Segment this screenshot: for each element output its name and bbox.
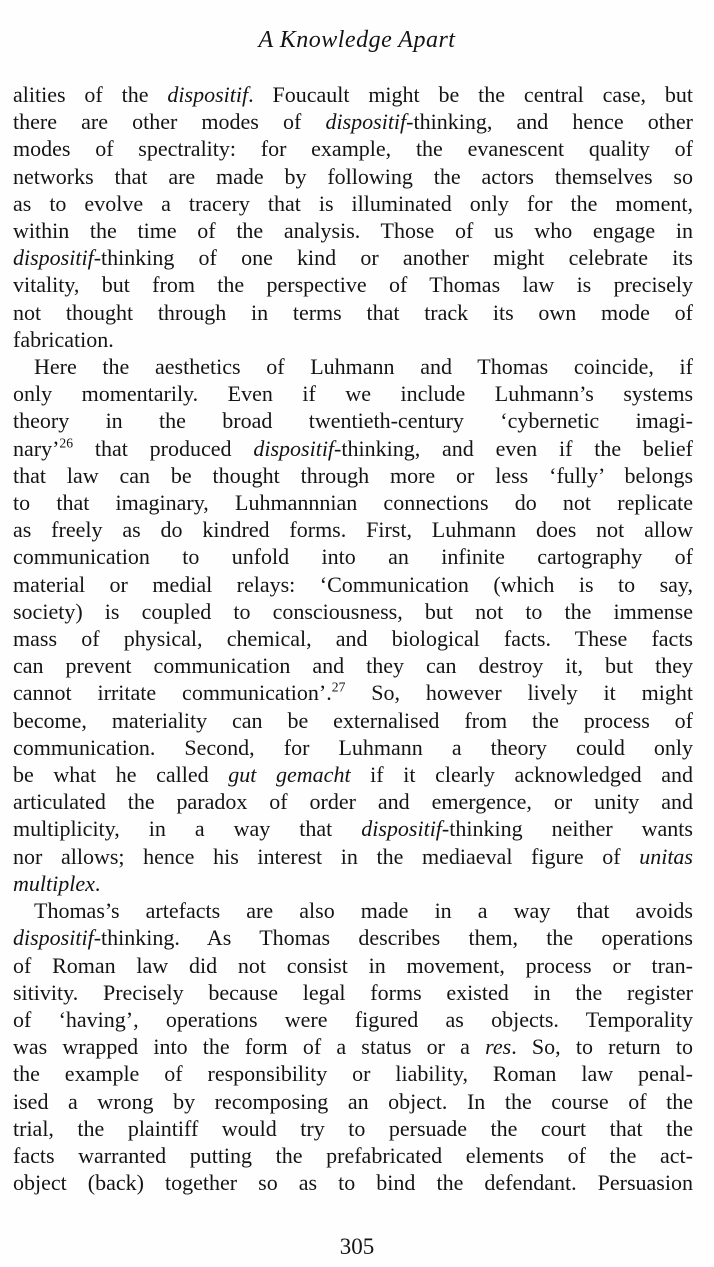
text-line: modes of spectrality: for example, the evanescent quality of bbox=[13, 136, 693, 162]
text-line: dispositif-thinking of one kind or another might celebrate its bbox=[13, 245, 693, 271]
text-line: there are other modes of dispositif-thinking, and hence other bbox=[13, 109, 693, 135]
text-line: society) is coupled to consciousness, but not to the immense bbox=[13, 598, 693, 624]
text-line: as to evolve a tracery that is illuminated only for the moment, bbox=[13, 190, 693, 216]
text-line: to that imaginary, Luhmannnian connections do not replicate bbox=[13, 490, 693, 516]
body-text bbox=[13, 81, 693, 1196]
text-line: Thomas’s artefacts are also made in a way that avoids bbox=[34, 898, 693, 924]
text-line: can prevent communication and they can destroy it, but they bbox=[13, 653, 693, 679]
text-line: networks that are made by following the actors themselves so bbox=[13, 163, 693, 189]
paragraph bbox=[13, 897, 693, 1196]
text-line: cannot irritate communication’.$^{27}$ So, however lively it might bbox=[13, 680, 693, 706]
page-number: 305 bbox=[339, 1234, 375, 1259]
text-line: only momentarily. Even if we include Luhmann’s systems bbox=[13, 381, 693, 407]
text-line: that law can be thought through more or less ‘fully’ belongs bbox=[13, 462, 693, 488]
text-line: nor allows; hence his interest in the mediaeval figure of unitas bbox=[13, 843, 693, 869]
text-line: not thought through in terms that track its own mode of bbox=[13, 299, 693, 325]
text-line: was wrapped into the form of a status or a res. So, to return to bbox=[13, 1034, 693, 1060]
text-line: become, materiality can be externalised from the process of bbox=[13, 707, 693, 733]
text-line: communication. Second, for Luhmann a theory could only bbox=[13, 734, 693, 760]
paragraph bbox=[13, 81, 693, 353]
text-line: be what he called gut gemacht if it clearly acknowledged and bbox=[13, 762, 693, 788]
text-line: the example of responsibility or liability, Roman law penal- bbox=[13, 1061, 693, 1087]
text-line: facts warranted putting the prefabricated elements of the act- bbox=[13, 1142, 693, 1168]
text-line: theory in the broad twentieth-century ‘cybernetic imagi- bbox=[13, 408, 693, 434]
text-line: mass of physical, chemical, and biological facts. These facts bbox=[13, 626, 693, 652]
text-line: within the time of the analysis. Those of us who engage in bbox=[13, 218, 693, 244]
text-line: multiplicity, in a way that dispositif-thinking neither wants bbox=[13, 816, 693, 842]
text-line: object (back) together so as to bind the defendant. Persuasion bbox=[13, 1170, 693, 1196]
footnote-reference: 27 bbox=[331, 680, 346, 696]
text-line: of ‘having’, operations were figured as objects. Temporality bbox=[13, 1006, 693, 1032]
paragraph bbox=[13, 353, 693, 897]
text-line: as freely as do kindred forms. First, Luhmann does not allow bbox=[13, 517, 693, 543]
text-line: ised a wrong by recomposing an object. In the course of the bbox=[13, 1088, 693, 1114]
text-line: material or medial relays: ‘Communication (which is to say, bbox=[13, 571, 693, 597]
footnote-reference: 26 bbox=[59, 435, 74, 451]
text-line: Here the aesthetics of Luhmann and Thomas coincide, if bbox=[34, 354, 693, 380]
text-line: nary’$^{26}$ that produced dispositif-thinking, and even if the belief bbox=[13, 435, 693, 461]
text-line: vitality, but from the perspective of Thomas law is precisely bbox=[13, 272, 693, 298]
text-line: trial, the plaintiff would try to persuade the court that the bbox=[13, 1115, 693, 1141]
text-line: multiplex. bbox=[13, 870, 101, 896]
text-line: sitivity. Precisely because legal forms existed in the register bbox=[13, 979, 693, 1005]
text-line: articulated the paradox of order and emergence, or unity and bbox=[13, 789, 693, 815]
text-line: of Roman law did not consist in movement, process or tran- bbox=[13, 952, 693, 978]
text-line: fabrication. bbox=[13, 326, 114, 352]
running-header: A Knowledge Apart bbox=[258, 27, 456, 53]
text-line: dispositif-thinking. As Thomas describes them, the operations bbox=[13, 925, 693, 951]
text-line: communication to unfold into an infinite cartography of bbox=[13, 544, 693, 570]
text-line: alities of the dispositif. Foucault might be the central case, but bbox=[13, 82, 694, 107]
